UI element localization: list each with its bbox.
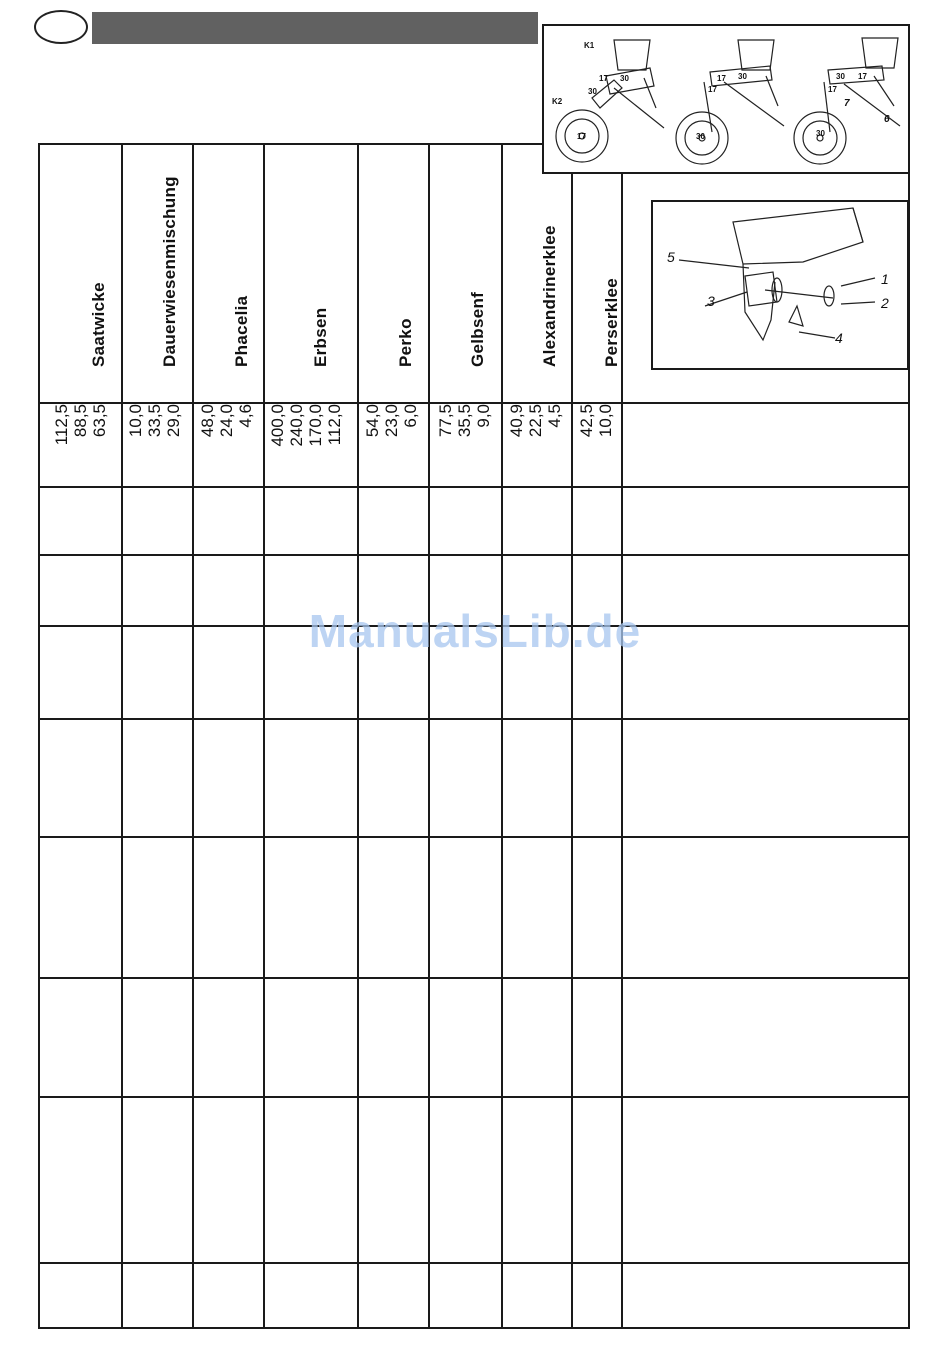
column-header — [145, 143, 179, 403]
rate-cell — [436, 404, 500, 486]
rate-value: 40,9 — [507, 404, 526, 438]
column-header-label: Gelbsenf — [468, 291, 487, 367]
row-divider — [38, 977, 910, 979]
drive-configuration-drawing — [544, 26, 908, 172]
column-header — [74, 143, 108, 403]
sprocket-value: 17 — [708, 85, 717, 94]
rate-cell — [126, 404, 190, 486]
rate-value: 35,5 — [455, 404, 474, 438]
sprocket-value: 30 — [696, 132, 705, 141]
column-header-label: Alexandrinerklee — [540, 225, 559, 367]
rate-value: 4,6 — [236, 404, 255, 428]
column-divider — [263, 143, 265, 1329]
metering-unit-drawing — [653, 202, 907, 368]
rate-cell — [577, 404, 619, 486]
sprocket-value: 30 — [816, 129, 825, 138]
column-header — [296, 143, 330, 403]
rate-value: 48,0 — [198, 404, 217, 438]
sprocket-value: 30 — [620, 74, 629, 83]
column-divider — [121, 143, 123, 1329]
row-divider — [38, 486, 910, 488]
rate-value: 400,0 — [268, 404, 287, 447]
watermark: ManualsLib.de — [308, 605, 642, 657]
rate-value: 170,0 — [306, 404, 325, 447]
sprocket-value: 17 — [717, 74, 726, 83]
row-divider — [38, 1096, 910, 1098]
row-divider — [38, 718, 910, 720]
column-header-label: Perserklee — [602, 277, 621, 367]
column-divider — [357, 143, 359, 1329]
sprocket-value: 17 — [599, 74, 608, 83]
rate-value: 10,0 — [596, 404, 615, 438]
rate-value: 29,0 — [164, 404, 183, 438]
column-header-label: Phacelia — [232, 295, 251, 367]
column-divider — [501, 143, 503, 1329]
column-header-label: Erbsen — [311, 307, 330, 367]
rate-value: 112,5 — [52, 404, 71, 446]
rate-value: 63,5 — [90, 404, 109, 438]
chapter-tab-oval — [34, 10, 88, 44]
metering-unit-figure — [651, 200, 909, 370]
label-k1: K1 — [584, 41, 595, 50]
rate-cell — [363, 404, 427, 486]
rate-value: 42,5 — [577, 404, 596, 438]
rate-value: 23,0 — [382, 404, 401, 438]
rate-value: 88,5 — [71, 404, 90, 438]
callout-4: 4 — [835, 330, 843, 346]
rate-cell — [507, 404, 569, 486]
sprocket-value: 30 — [738, 72, 747, 81]
rate-value: 240,0 — [287, 404, 306, 447]
callout-3: 3 — [707, 293, 715, 309]
rate-value: 9,0 — [474, 404, 493, 428]
column-header — [381, 143, 415, 403]
rate-value: 24,0 — [217, 404, 236, 438]
callout-5: 5 — [667, 249, 675, 265]
page-header-bar — [92, 12, 538, 44]
sprocket-value: 30 — [836, 72, 845, 81]
row-divider — [38, 836, 910, 838]
rate-value: 54,0 — [363, 404, 382, 438]
column-header — [217, 143, 251, 403]
callout-1: 1 — [881, 271, 889, 287]
rate-value: 10,0 — [126, 404, 145, 438]
rate-value: 4,5 — [545, 404, 564, 428]
label-k2: K2 — [552, 97, 563, 106]
rate-value: 33,5 — [145, 404, 164, 438]
column-header — [453, 143, 487, 403]
column-header-label: Saatwicke — [89, 282, 108, 367]
row-divider — [38, 554, 910, 556]
sprocket-value: 17 — [828, 85, 837, 94]
column-header-label: Perko — [396, 318, 415, 367]
sprocket-value: 17 — [577, 132, 586, 141]
rate-value: 6,0 — [401, 404, 420, 428]
rate-value: 112,0 — [325, 404, 344, 446]
sprocket-value: 17 — [858, 72, 867, 81]
column-divider — [428, 143, 430, 1329]
column-header — [525, 143, 559, 403]
row-divider — [38, 1262, 910, 1264]
column-divider — [571, 143, 573, 1329]
column-divider — [192, 143, 194, 1329]
callout-7: 7 — [844, 98, 850, 109]
rate-cell — [268, 404, 354, 486]
column-header-label: Dauerwiesenmischung — [160, 176, 179, 367]
column-header — [587, 143, 621, 403]
sprocket-value: 30 — [588, 87, 597, 96]
rate-cell — [198, 404, 262, 486]
rate-cell — [52, 404, 118, 486]
callout-2: 2 — [881, 295, 889, 311]
drive-configuration-figure — [542, 24, 910, 174]
rate-value: 22,5 — [526, 404, 545, 438]
rate-value: 77,5 — [436, 404, 455, 438]
callout-6: 6 — [884, 114, 890, 125]
